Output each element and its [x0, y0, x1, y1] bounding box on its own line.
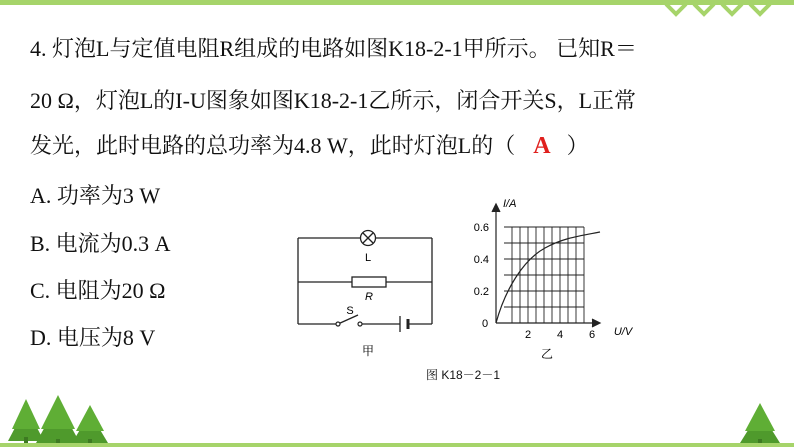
option-b: B. 电流为0.3 A: [30, 231, 171, 256]
lamp-label: L: [364, 252, 372, 264]
answer-mark: A: [533, 133, 551, 159]
lamp-icon: [361, 231, 376, 246]
circuit-diagram: [290, 220, 440, 360]
tree-icon: [72, 405, 108, 447]
x-tick-label: 6: [588, 329, 596, 341]
switch-label: S: [346, 305, 354, 317]
figure-caption: 图 K18－2－1: [426, 368, 501, 382]
battery-icon: [400, 316, 408, 332]
question-line-1: 4. 灯泡L与定值电阻R组成的电路如图K18-2-1甲所示。 已知R＝: [30, 36, 637, 61]
question-line-3: [30, 131, 589, 161]
y-tick-label: 0.4: [473, 254, 489, 266]
iu-graph: [455, 190, 650, 362]
tree-icon: [36, 395, 80, 447]
option-d: D. 电压为8 V: [30, 325, 156, 350]
x-axis-label: U/V: [613, 326, 633, 338]
resistor-icon: [352, 277, 386, 287]
x-tick-label: 2: [524, 329, 532, 341]
option-c: C. 电阻为20 Ω: [30, 278, 166, 303]
circuit-caption: 甲: [361, 344, 375, 358]
origin-label: 0: [481, 318, 489, 330]
chevron-decoration-icon: [664, 0, 772, 22]
tree-icon: [740, 403, 780, 447]
question-line-2: 20 Ω，灯泡L的I-U图象如图K18-2-1乙所示，闭合开关S，L正常: [30, 88, 637, 113]
resistor-label: R: [365, 291, 373, 303]
y-axis-label: I/A: [503, 198, 517, 210]
tree-decoration: [0, 385, 794, 447]
question-line-3-text: 发光，此时电路的总功率为4.8 W，此时灯泡L的（: [30, 133, 516, 158]
option-a: A. 功率为3 W: [30, 183, 161, 208]
x-tick-label: 4: [556, 329, 564, 341]
graph-caption: 乙: [540, 347, 554, 361]
y-tick-label: 0.6: [473, 222, 489, 234]
closing-paren: ）: [566, 133, 589, 158]
switch-icon: [336, 322, 362, 326]
y-tick-label: 0.2: [473, 286, 489, 298]
